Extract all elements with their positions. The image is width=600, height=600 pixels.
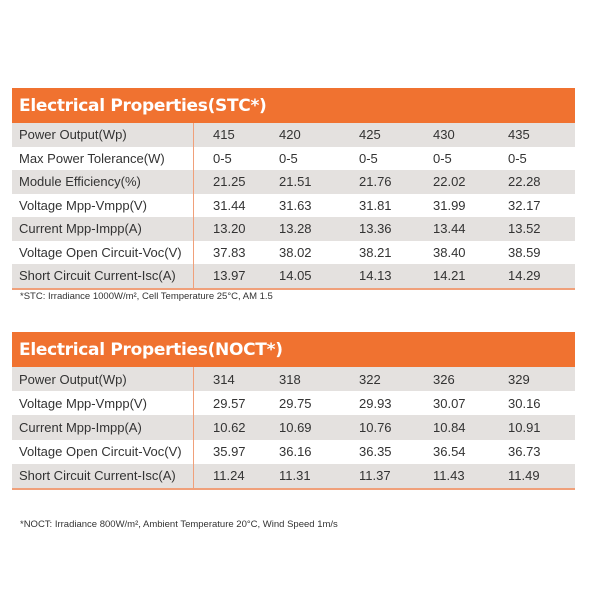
- cell-value: 38.40: [433, 244, 466, 260]
- stc-section: [12, 88, 575, 290]
- cell-value: 36.35: [359, 444, 392, 460]
- cell-value: 430: [433, 127, 455, 143]
- noct-section: [12, 332, 575, 490]
- row-label: Voltage Mpp-Vmpp(V): [12, 194, 194, 218]
- cell-value: 38.59: [508, 244, 541, 260]
- cell-value: 30.16: [508, 395, 541, 411]
- table-row: [12, 391, 575, 415]
- table-row: [12, 440, 575, 464]
- cell-value: 29.57: [213, 395, 246, 411]
- cell-value: 32.17: [508, 197, 541, 213]
- row-label: Short Circuit Current-Isc(A): [12, 264, 194, 289]
- cell-value: 318: [279, 371, 301, 387]
- cell-value: 22.28: [508, 174, 541, 190]
- cell-value: 13.97: [213, 268, 246, 284]
- cell-value: 29.75: [279, 395, 312, 411]
- cell-value: 38.21: [359, 244, 392, 260]
- cell-value: 13.28: [279, 221, 312, 237]
- cell-value: 0-5: [433, 150, 452, 166]
- cell-value: 21.51: [279, 174, 312, 190]
- cell-value: 11.49: [508, 468, 540, 484]
- cell-value: 36.73: [508, 444, 541, 460]
- noct-table: [12, 367, 575, 490]
- cell-value: 22.02: [433, 174, 466, 190]
- table-row: [12, 123, 575, 147]
- table-row: [12, 264, 575, 289]
- cell-value: 10.84: [433, 419, 466, 435]
- table-row: [12, 217, 575, 241]
- cell-value: 10.76: [359, 419, 392, 435]
- cell-value: 36.16: [279, 444, 312, 460]
- cell-value: 31.63: [279, 197, 312, 213]
- table-row: [12, 464, 575, 489]
- cell-value: 13.20: [213, 221, 246, 237]
- cell-value: 322: [359, 371, 381, 387]
- table-row: [12, 194, 575, 218]
- row-label: Power Output(Wp): [12, 367, 194, 391]
- cell-value: 14.29: [508, 268, 541, 284]
- cell-value: 11.31: [279, 468, 311, 484]
- table-row: [12, 170, 575, 194]
- row-label: Max Power Tolerance(W): [12, 147, 194, 171]
- stc-title: Electrical Properties(STC*): [12, 88, 575, 123]
- noct-footnote: *NOCT: Irradiance 800W/m², Ambient Temperature 20°C, Wind Speed 1m/s: [20, 519, 338, 530]
- stc-table: [12, 123, 575, 290]
- row-label: Voltage Mpp-Vmpp(V): [12, 391, 194, 415]
- row-label: Module Efficiency(%): [12, 170, 194, 194]
- table-row: [12, 241, 575, 265]
- cell-value: 0-5: [508, 150, 527, 166]
- cell-value: 31.81: [359, 197, 392, 213]
- cell-value: 10.91: [508, 419, 541, 435]
- table-row: [12, 367, 575, 391]
- cell-value: 326: [433, 371, 455, 387]
- row-label: Voltage Open Circuit-Voc(V): [12, 440, 194, 464]
- cell-value: 10.62: [213, 419, 246, 435]
- noct-title: Electrical Properties(NOCT*): [12, 332, 575, 367]
- cell-value: 30.07: [433, 395, 466, 411]
- cell-value: 13.52: [508, 221, 541, 237]
- stc-footnote: *STC: Irradiance 1000W/m², Cell Temperature 25°C, AM 1.5: [20, 291, 273, 302]
- cell-value: 435: [508, 127, 530, 143]
- cell-value: 14.05: [279, 268, 312, 284]
- cell-value: 329: [508, 371, 530, 387]
- cell-value: 14.21: [433, 268, 466, 284]
- cell-value: 36.54: [433, 444, 466, 460]
- cell-value: 0-5: [359, 150, 378, 166]
- cell-value: 11.24: [213, 468, 245, 484]
- row-label: Current Mpp-Impp(A): [12, 217, 194, 241]
- cell-value: 31.99: [433, 197, 466, 213]
- cell-value: 13.36: [359, 221, 392, 237]
- cell-value: 13.44: [433, 221, 466, 237]
- table-row: [12, 415, 575, 439]
- cell-value: 11.43: [433, 468, 465, 484]
- cell-value: 31.44: [213, 197, 246, 213]
- row-label: Voltage Open Circuit-Voc(V): [12, 241, 194, 265]
- cell-value: 14.13: [359, 268, 392, 284]
- cell-value: 0-5: [279, 150, 298, 166]
- cell-value: 415: [213, 127, 235, 143]
- row-label: Power Output(Wp): [12, 123, 194, 147]
- cell-value: 29.93: [359, 395, 392, 411]
- cell-value: 21.76: [359, 174, 392, 190]
- row-label: Short Circuit Current-Isc(A): [12, 464, 194, 489]
- cell-value: 10.69: [279, 419, 312, 435]
- cell-value: 420: [279, 127, 301, 143]
- row-label: Current Mpp-Impp(A): [12, 415, 194, 439]
- cell-value: 0-5: [213, 150, 232, 166]
- table-row: [12, 147, 575, 171]
- cell-value: 11.37: [359, 468, 391, 484]
- cell-value: 425: [359, 127, 381, 143]
- cell-value: 35.97: [213, 444, 246, 460]
- cell-value: 37.83: [213, 244, 246, 260]
- cell-value: 21.25: [213, 174, 246, 190]
- cell-value: 38.02: [279, 244, 312, 260]
- cell-value: 314: [213, 371, 235, 387]
